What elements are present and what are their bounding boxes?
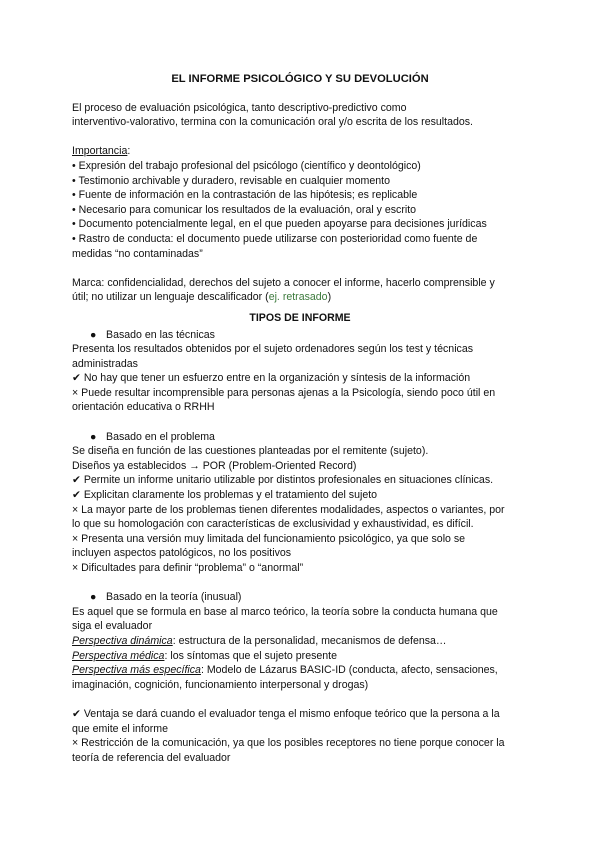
teoria-con-cont: teoría de referencia del evaluador bbox=[72, 751, 231, 764]
perspectiva-especifica-label: Perspectiva más específica bbox=[72, 664, 201, 677]
importancia-heading-colon: : bbox=[127, 145, 131, 158]
bullet-icon: ● bbox=[90, 591, 97, 604]
problema-pro-1: ✔ Permite un informe unitario utilizable por distintos profesionales en situaciones clínicas. bbox=[72, 474, 494, 487]
teoria-con: × Restricción de la comunicación, ya que los posibles receptores no tiene porque conocer la bbox=[72, 737, 505, 750]
teoria-pro-cont: que emite el informe bbox=[72, 722, 168, 735]
perspectiva-dinamica bbox=[72, 634, 528, 649]
tecnicas-heading: Basado en las técnicas bbox=[106, 328, 215, 341]
tipos-title: TIPOS DE INFORME bbox=[249, 311, 351, 324]
problema-con-1-cont: lo que su homologación con características de exclusividad y exhaustividad, es difícil. bbox=[72, 518, 474, 531]
importancia-item-6: • Rastro de conducta: el documento puede utilizarse con posterioridad como fuente de bbox=[72, 232, 478, 245]
problema-line-2: Diseños ya establecidos → POR (Problem-Oriented Record) bbox=[72, 459, 357, 472]
importancia-item-2: • Testimonio archivable y duradero, revisable en cualquier momento bbox=[72, 174, 390, 187]
intro-line-1: El proceso de evaluación psicológica, tanto descriptivo-predictivo como bbox=[72, 101, 407, 114]
teoria-heading-line bbox=[72, 590, 528, 605]
teoria-line-1: Es aquel que se formula en base al marco teórico, la teoría sobre la conducta humana que bbox=[72, 605, 498, 618]
problema-heading-line bbox=[72, 430, 528, 445]
perspectiva-medica-label: Perspectiva médica bbox=[72, 649, 165, 662]
teoria-heading: Basado en la teoría (inusual) bbox=[106, 591, 242, 604]
problema-pro-2: ✔ Explicitan claramente los problemas y el tratamiento del sujeto bbox=[72, 489, 378, 502]
perspectiva-especifica bbox=[72, 663, 528, 678]
problema-con-1: × La mayor parte de los problemas tienen diferentes modalidades, aspectos o variantes, por bbox=[72, 503, 505, 516]
document-title: EL INFORME PSICOLÓGICO Y SU DEVOLUCIÓN bbox=[171, 73, 429, 85]
problema-con-3: × Dificultades para definir “problema” o “anormal” bbox=[72, 562, 304, 574]
marca-line-1: Marca: confidencialidad, derechos del sujeto a conocer el informe, hacerlo comprensible y bbox=[72, 276, 495, 289]
marca-line-2 bbox=[72, 290, 528, 305]
teoria-pro: ✔ Ventaja se dará cuando el evaluador tenga el mismo enfoque teórico que la persona a la bbox=[72, 707, 500, 720]
importancia-heading-line bbox=[72, 144, 528, 159]
marca-example: ej. retrasado bbox=[268, 291, 328, 304]
perspectiva-medica bbox=[72, 649, 528, 664]
tecnicas-line-1: Presenta los resultados obtenidos por el sujeto ordenadores según los test y técnicas bbox=[72, 343, 474, 356]
perspectiva-medica-text: : los síntomas que el sujeto presente bbox=[164, 649, 337, 662]
importancia-item-6-cont: medidas “no contaminadas” bbox=[72, 247, 203, 260]
tecnicas-line-2: administradas bbox=[72, 357, 138, 370]
intro-line-2: interventivo-valorativo, termina con la comunicación oral y/o escrita de los resultados. bbox=[72, 116, 473, 129]
perspectiva-especifica-cont: imaginación, cognición, funcionamiento interpersonal y drogas) bbox=[72, 678, 369, 691]
document-page bbox=[72, 66, 528, 765]
problema-con-2: × Presenta una versión muy limitada del funcionamiento psicológico, ya que solo se bbox=[72, 532, 466, 545]
importancia-item-3: • Fuente de información en la contrastación de las hipótesis; es replicable bbox=[72, 189, 418, 202]
perspectiva-dinamica-text: : estructura de la personalidad, mecanismos de defensa… bbox=[172, 634, 447, 647]
tecnicas-con: × Puede resultar incomprensible para personas ajenas a la Psicología, siendo poco útil en bbox=[72, 386, 496, 399]
tecnicas-heading-line bbox=[72, 328, 528, 343]
bullet-icon: ● bbox=[90, 328, 97, 341]
bullet-icon: ● bbox=[90, 430, 97, 443]
marca-line-2-pre: útil; no utilizar un lenguaje descalificador ( bbox=[72, 291, 269, 304]
perspectiva-especifica-text: : Modelo de Lázarus BASIC-ID (conducta, afecto, sensaciones, bbox=[200, 664, 498, 677]
teoria-line-2: siga el evaluador bbox=[72, 620, 153, 633]
importancia-item-1: • Expresión del trabajo profesional del psicólogo (científico y deontológico) bbox=[72, 159, 421, 172]
importancia-item-5: • Documento potencialmente legal, en el que pueden apoyarse para decisiones jurídicas bbox=[72, 218, 487, 231]
importancia-heading: Importancia bbox=[72, 145, 128, 158]
tecnicas-pro: ✔ No hay que tener un esfuerzo entre en la organización y síntesis de la información bbox=[72, 372, 471, 385]
importancia-item-4: • Necesario para comunicar los resultados de la evaluación, oral y escrito bbox=[72, 203, 417, 216]
perspectiva-dinamica-label: Perspectiva dinámica bbox=[72, 634, 173, 647]
problema-line-1: Se diseña en función de las cuestiones planteadas por el remitente (sujeto). bbox=[72, 445, 429, 458]
problema-heading: Basado en el problema bbox=[106, 430, 215, 443]
marca-line-2-post: ) bbox=[327, 291, 332, 304]
problema-con-2-cont: incluyen aspectos patológicos, no los positivos bbox=[72, 547, 292, 560]
tecnicas-con-cont: orientación educativa o RRHH bbox=[72, 401, 215, 414]
